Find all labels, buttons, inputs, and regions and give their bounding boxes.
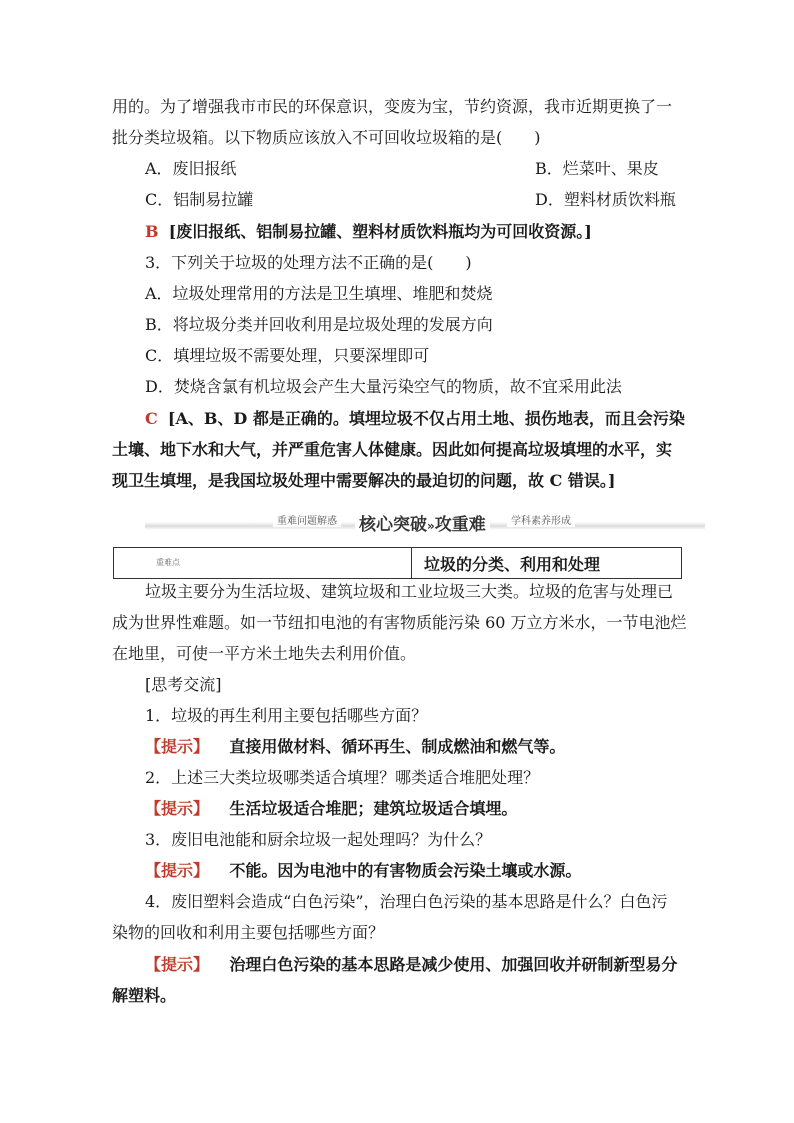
q2-stem-line1: 用的。为了增强我市市民的环保意识，变废为宝，节约资源，我市近期更换了一 bbox=[112, 97, 673, 116]
tip-label: 【提示】 bbox=[145, 861, 210, 880]
discuss-a1-line bbox=[145, 736, 717, 758]
discuss-a4-part1: 治理白色污染的基本思路是减少使用、加强回收并研制新型易分 bbox=[229, 955, 678, 974]
discuss-a3-line bbox=[145, 860, 717, 882]
discuss-q1: 1．垃圾的再生利用主要包括哪些方面？ bbox=[145, 706, 428, 725]
banner-right-label: 学科素养形成 bbox=[507, 512, 575, 527]
topic-box-small-label: 重难点 bbox=[156, 558, 180, 567]
banner-title bbox=[355, 510, 490, 535]
section-banner bbox=[145, 512, 705, 534]
arrow-icon: » bbox=[427, 519, 435, 533]
discuss-a2: 生活垃圾适合堆肥；建筑垃圾适合填埋。 bbox=[229, 799, 518, 818]
discuss-a2-line bbox=[145, 798, 717, 820]
q3-explanation-1: [A、B、D 都是正确的。填埋垃圾不仅占用土地、损伤地表，而且会污染 bbox=[167, 409, 685, 428]
q2-options-row1 bbox=[145, 158, 717, 180]
discuss-a4-line bbox=[145, 954, 717, 976]
q2-stem-line2: 批分类垃圾箱。以下物质应该放入不可回收垃圾箱的是( ) bbox=[112, 128, 541, 147]
q3-answer: C bbox=[145, 409, 158, 428]
discuss-a3: 不能。因为电池中的有害物质会污染土壤或水源。 bbox=[229, 861, 582, 880]
q3-answer-line bbox=[145, 408, 717, 430]
discuss-heading: [思考交流] bbox=[145, 675, 222, 694]
banner-title-main: 核心突破 bbox=[359, 515, 427, 535]
intro-line1: 垃圾主要分为生活垃圾、建筑垃圾和工业垃圾三大类。垃圾的危害与处理已 bbox=[145, 582, 674, 601]
q2-explanation: [废旧报纸、铝制易拉罐、塑料材质饮料瓶均为可回收资源。] bbox=[168, 222, 592, 241]
tip-label: 【提示】 bbox=[145, 799, 210, 818]
q3-explanation-2: 土壤、地下水和大气，并严重危害人体健康。因此如何提高垃圾填埋的水平，实 bbox=[112, 440, 673, 459]
q2-options-row2 bbox=[145, 189, 717, 211]
tip-label: 【提示】 bbox=[145, 737, 210, 756]
q2-option-a: A．废旧报纸 bbox=[145, 159, 237, 178]
discuss-a1: 直接用做材料、循环再生、制成燃油和燃气等。 bbox=[229, 737, 566, 756]
discuss-q4-line2: 染物的回收和利用主要包括哪些方面？ bbox=[112, 923, 385, 942]
topic-box-title: 垃圾的分类、利用和处理 bbox=[424, 555, 601, 574]
q3-option-c: C．填埋垃圾不需要处理，只要深埋即可 bbox=[145, 346, 430, 365]
discuss-q3: 3．废旧电池能和厨余垃圾一起处理吗？为什么？ bbox=[145, 830, 492, 849]
banner-left-label: 重难问题解惑 bbox=[273, 512, 341, 527]
q2-option-c: C．铝制易拉罐 bbox=[145, 190, 254, 209]
discuss-a4-part2: 解塑料。 bbox=[112, 986, 177, 1005]
q2-option-d: D．塑料材质饮料瓶 bbox=[535, 190, 676, 209]
q3-stem: 3．下列关于垃圾的处理方法不正确的是( ) bbox=[145, 253, 472, 272]
q2-answer-line bbox=[145, 221, 717, 243]
topic-box-divider bbox=[411, 548, 412, 578]
q3-explanation-3: 现卫生填埋，是我国垃圾处理中需要解决的最迫切的问题，故 C 错误。] bbox=[112, 471, 616, 490]
q3-option-b: B．将垃圾分类并回收利用是垃圾处理的发展方向 bbox=[145, 315, 493, 334]
tip-label: 【提示】 bbox=[145, 955, 210, 974]
banner-title-sub: 攻重难 bbox=[434, 515, 486, 535]
q3-option-d: D．焚烧含氯有机垃圾会产生大量污染空气的物质，故不宜采用此法 bbox=[145, 377, 622, 396]
topic-box bbox=[113, 547, 682, 579]
intro-line2: 成为世界性难题。如一节纽扣电池的有害物质能污染 60 万立方米水，一节电池烂 bbox=[112, 613, 687, 632]
q3-option-a: A．垃圾处理常用的方法是卫生填埋、堆肥和焚烧 bbox=[145, 284, 493, 303]
q2-option-b: B．烂菜叶、果皮 bbox=[535, 159, 659, 178]
intro-line3: 在地里，可使一平方米土地失去利用价值。 bbox=[112, 644, 417, 663]
discuss-q4-line1: 4．废旧塑料会造成“白色污染”，治理白色污染的基本思路是什么？白色污 bbox=[145, 892, 668, 911]
q2-answer: B bbox=[145, 222, 159, 241]
discuss-q2: 2．上述三大类垃圾哪类适合填埋？哪类适合堆肥处理？ bbox=[145, 768, 540, 787]
